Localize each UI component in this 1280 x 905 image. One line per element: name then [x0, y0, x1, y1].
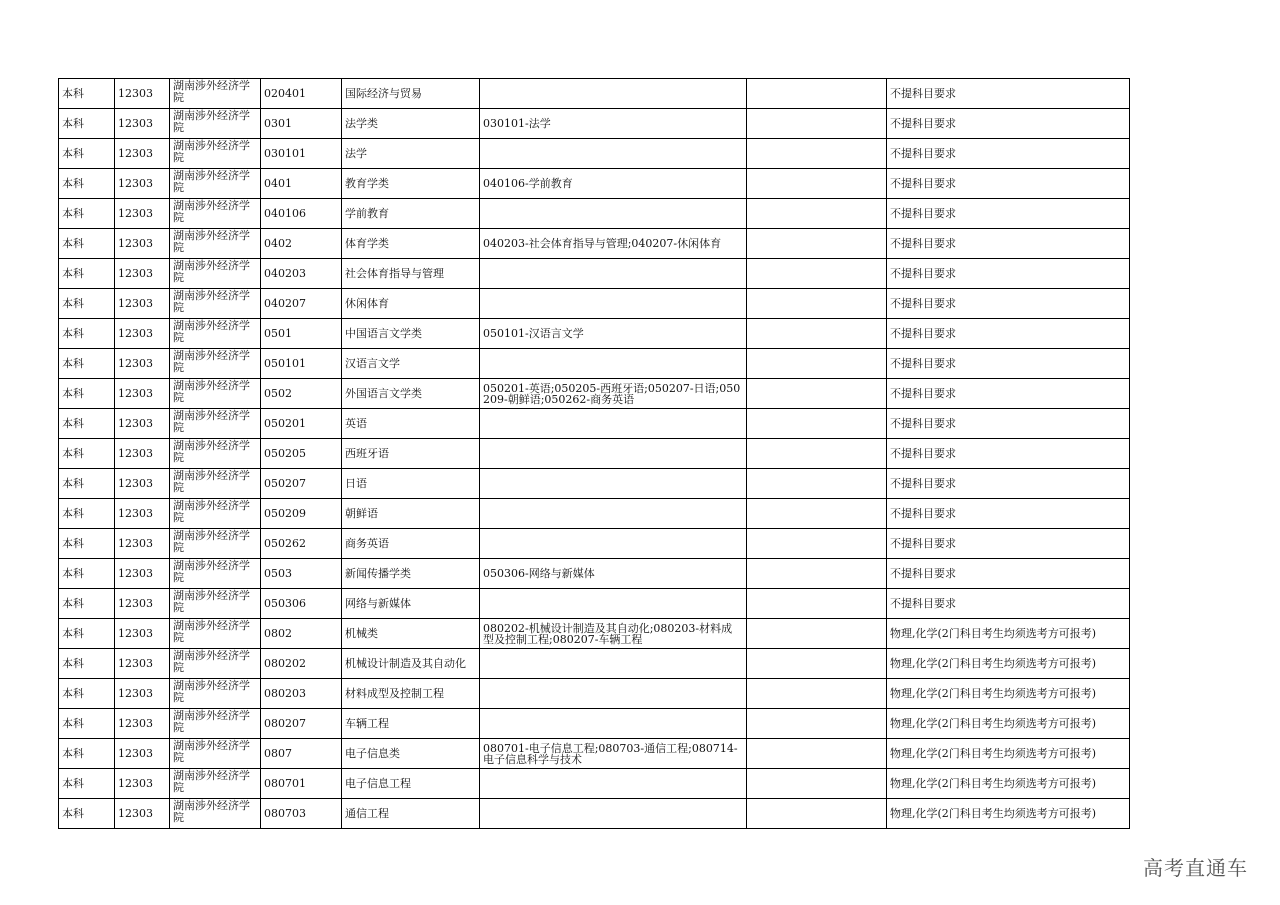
cell-school-code: 12303 [115, 319, 170, 349]
cell-subject-requirement: 不提科目要求 [887, 109, 1130, 139]
table-row [59, 289, 1130, 319]
cell-blank [747, 769, 887, 799]
cell-major-name: 体育学类 [342, 229, 480, 259]
cell-blank [747, 649, 887, 679]
table-row [59, 379, 1130, 409]
cell-major-code: 040203 [261, 259, 342, 289]
cell-school-code: 12303 [115, 709, 170, 739]
cell-major-code: 050101 [261, 349, 342, 379]
cell-blank [747, 169, 887, 199]
cell-major-code: 030101 [261, 139, 342, 169]
cell-level: 本科 [59, 769, 115, 799]
cell-included-majors [480, 769, 747, 799]
cell-subject-requirement: 不提科目要求 [887, 229, 1130, 259]
cell-subject-requirement: 不提科目要求 [887, 529, 1130, 559]
cell-blank [747, 259, 887, 289]
cell-subject-requirement: 不提科目要求 [887, 349, 1130, 379]
cell-blank [747, 679, 887, 709]
cell-level: 本科 [59, 619, 115, 649]
cell-school-name: 湖南涉外经济学院 [170, 769, 261, 799]
cell-subject-requirement: 不提科目要求 [887, 379, 1130, 409]
cell-major-name: 教育学类 [342, 169, 480, 199]
cell-included-majors [480, 589, 747, 619]
cell-major-name: 休闲体育 [342, 289, 480, 319]
cell-subject-requirement: 不提科目要求 [887, 199, 1130, 229]
cell-school-name: 湖南涉外经济学院 [170, 559, 261, 589]
table-row [59, 529, 1130, 559]
table-row [59, 499, 1130, 529]
cell-blank [747, 559, 887, 589]
cell-school-name: 湖南涉外经济学院 [170, 469, 261, 499]
table-row [59, 709, 1130, 739]
cell-blank [747, 619, 887, 649]
cell-school-name: 湖南涉外经济学院 [170, 139, 261, 169]
table-row [59, 349, 1130, 379]
cell-included-majors: 050201-英语;050205-西班牙语;050207-日语;050209-朝鲜语;050262-商务英语 [480, 379, 747, 409]
cell-subject-requirement: 物理,化学(2门科目考生均须选考方可报考) [887, 649, 1130, 679]
cell-blank [747, 709, 887, 739]
cell-school-code: 12303 [115, 259, 170, 289]
table-row [59, 319, 1130, 349]
cell-level: 本科 [59, 379, 115, 409]
cell-school-name: 湖南涉外经济学院 [170, 679, 261, 709]
cell-level: 本科 [59, 799, 115, 829]
cell-level: 本科 [59, 739, 115, 769]
cell-level: 本科 [59, 439, 115, 469]
cell-subject-requirement: 不提科目要求 [887, 469, 1130, 499]
cell-major-name: 材料成型及控制工程 [342, 679, 480, 709]
cell-subject-requirement: 物理,化学(2门科目考生均须选考方可报考) [887, 619, 1130, 649]
cell-subject-requirement: 物理,化学(2门科目考生均须选考方可报考) [887, 799, 1130, 829]
cell-level: 本科 [59, 169, 115, 199]
cell-major-name: 汉语言文学 [342, 349, 480, 379]
cell-included-majors [480, 709, 747, 739]
cell-school-name: 湖南涉外经济学院 [170, 199, 261, 229]
cell-subject-requirement: 不提科目要求 [887, 289, 1130, 319]
cell-major-code: 080202 [261, 649, 342, 679]
cell-level: 本科 [59, 259, 115, 289]
cell-included-majors: 080202-机械设计制造及其自动化;080203-材料成型及控制工程;080207-车辆工程 [480, 619, 747, 649]
table-body [59, 79, 1130, 829]
cell-major-code: 0301 [261, 109, 342, 139]
table-row [59, 589, 1130, 619]
cell-school-name: 湖南涉外经济学院 [170, 709, 261, 739]
cell-included-majors: 040203-社会体育指导与管理;040207-休闲体育 [480, 229, 747, 259]
cell-school-name: 湖南涉外经济学院 [170, 499, 261, 529]
cell-major-code: 0402 [261, 229, 342, 259]
cell-subject-requirement: 不提科目要求 [887, 319, 1130, 349]
cell-major-name: 外国语言文学类 [342, 379, 480, 409]
cell-major-name: 通信工程 [342, 799, 480, 829]
cell-blank [747, 229, 887, 259]
cell-major-name: 电子信息工程 [342, 769, 480, 799]
cell-major-code: 0501 [261, 319, 342, 349]
cell-level: 本科 [59, 709, 115, 739]
cell-major-code: 040106 [261, 199, 342, 229]
cell-included-majors [480, 469, 747, 499]
watermark-text: 高考直通车 [1143, 856, 1248, 880]
cell-school-code: 12303 [115, 589, 170, 619]
cell-blank [747, 799, 887, 829]
cell-blank [747, 199, 887, 229]
cell-included-majors [480, 349, 747, 379]
cell-major-code: 0807 [261, 739, 342, 769]
cell-blank [747, 289, 887, 319]
cell-school-name: 湖南涉外经济学院 [170, 739, 261, 769]
cell-blank [747, 739, 887, 769]
table-row [59, 679, 1130, 709]
cell-major-name: 车辆工程 [342, 709, 480, 739]
cell-level: 本科 [59, 559, 115, 589]
cell-level: 本科 [59, 649, 115, 679]
table-row [59, 799, 1130, 829]
table-row [59, 469, 1130, 499]
cell-major-name: 中国语言文学类 [342, 319, 480, 349]
cell-included-majors [480, 79, 747, 109]
cell-school-code: 12303 [115, 409, 170, 439]
cell-school-code: 12303 [115, 559, 170, 589]
cell-major-name: 社会体育指导与管理 [342, 259, 480, 289]
cell-subject-requirement: 不提科目要求 [887, 409, 1130, 439]
table-row [59, 559, 1130, 589]
cell-level: 本科 [59, 199, 115, 229]
cell-major-name: 法学类 [342, 109, 480, 139]
cell-level: 本科 [59, 499, 115, 529]
cell-school-code: 12303 [115, 649, 170, 679]
cell-level: 本科 [59, 679, 115, 709]
cell-subject-requirement: 物理,化学(2门科目考生均须选考方可报考) [887, 709, 1130, 739]
cell-school-name: 湖南涉外经济学院 [170, 409, 261, 439]
cell-school-name: 湖南涉外经济学院 [170, 589, 261, 619]
table-row [59, 109, 1130, 139]
table-row [59, 739, 1130, 769]
cell-major-code: 0802 [261, 619, 342, 649]
cell-included-majors: 050306-网络与新媒体 [480, 559, 747, 589]
table-row [59, 259, 1130, 289]
table-row [59, 199, 1130, 229]
cell-school-code: 12303 [115, 139, 170, 169]
cell-level: 本科 [59, 289, 115, 319]
cell-blank [747, 349, 887, 379]
cell-blank [747, 379, 887, 409]
cell-blank [747, 469, 887, 499]
cell-school-code: 12303 [115, 439, 170, 469]
cell-school-name: 湖南涉外经济学院 [170, 649, 261, 679]
cell-major-code: 0503 [261, 559, 342, 589]
cell-subject-requirement: 不提科目要求 [887, 559, 1130, 589]
cell-level: 本科 [59, 529, 115, 559]
cell-included-majors [480, 259, 747, 289]
cell-major-code: 050205 [261, 439, 342, 469]
cell-school-code: 12303 [115, 469, 170, 499]
cell-major-name: 英语 [342, 409, 480, 439]
cell-included-majors [480, 409, 747, 439]
cell-blank [747, 439, 887, 469]
cell-major-code: 080207 [261, 709, 342, 739]
cell-major-name: 日语 [342, 469, 480, 499]
cell-level: 本科 [59, 319, 115, 349]
cell-blank [747, 109, 887, 139]
cell-level: 本科 [59, 589, 115, 619]
table-row [59, 409, 1130, 439]
cell-included-majors [480, 529, 747, 559]
cell-blank [747, 409, 887, 439]
cell-blank [747, 499, 887, 529]
cell-school-name: 湖南涉外经济学院 [170, 319, 261, 349]
cell-major-code: 050262 [261, 529, 342, 559]
cell-subject-requirement: 物理,化学(2门科目考生均须选考方可报考) [887, 769, 1130, 799]
cell-school-code: 12303 [115, 679, 170, 709]
cell-major-name: 西班牙语 [342, 439, 480, 469]
cell-school-code: 12303 [115, 529, 170, 559]
table-row [59, 769, 1130, 799]
cell-major-code: 020401 [261, 79, 342, 109]
table-row [59, 649, 1130, 679]
cell-school-code: 12303 [115, 289, 170, 319]
table-row [59, 619, 1130, 649]
cell-school-name: 湖南涉外经济学院 [170, 259, 261, 289]
cell-major-name: 法学 [342, 139, 480, 169]
cell-major-name: 朝鲜语 [342, 499, 480, 529]
cell-major-code: 050201 [261, 409, 342, 439]
cell-level: 本科 [59, 139, 115, 169]
cell-major-code: 050209 [261, 499, 342, 529]
cell-major-code: 080703 [261, 799, 342, 829]
cell-subject-requirement: 物理,化学(2门科目考生均须选考方可报考) [887, 679, 1130, 709]
cell-subject-requirement: 不提科目要求 [887, 499, 1130, 529]
cell-blank [747, 319, 887, 349]
table-row [59, 169, 1130, 199]
cell-school-name: 湖南涉外经济学院 [170, 379, 261, 409]
cell-included-majors: 030101-法学 [480, 109, 747, 139]
cell-included-majors [480, 499, 747, 529]
cell-school-code: 12303 [115, 739, 170, 769]
cell-school-code: 12303 [115, 169, 170, 199]
cell-major-name: 机械设计制造及其自动化 [342, 649, 480, 679]
cell-subject-requirement: 不提科目要求 [887, 139, 1130, 169]
cell-level: 本科 [59, 229, 115, 259]
cell-school-name: 湖南涉外经济学院 [170, 109, 261, 139]
cell-included-majors [480, 649, 747, 679]
cell-included-majors [480, 139, 747, 169]
cell-subject-requirement: 不提科目要求 [887, 259, 1130, 289]
cell-level: 本科 [59, 109, 115, 139]
cell-included-majors [480, 679, 747, 709]
cell-included-majors [480, 199, 747, 229]
cell-level: 本科 [59, 469, 115, 499]
cell-school-name: 湖南涉外经济学院 [170, 289, 261, 319]
cell-school-code: 12303 [115, 619, 170, 649]
cell-school-code: 12303 [115, 499, 170, 529]
cell-level: 本科 [59, 349, 115, 379]
cell-school-code: 12303 [115, 349, 170, 379]
cell-school-code: 12303 [115, 109, 170, 139]
cell-included-majors [480, 439, 747, 469]
cell-level: 本科 [59, 409, 115, 439]
cell-major-name: 机械类 [342, 619, 480, 649]
table-row [59, 139, 1130, 169]
cell-blank [747, 139, 887, 169]
cell-school-name: 湖南涉外经济学院 [170, 799, 261, 829]
table-row [59, 79, 1130, 109]
cell-subject-requirement: 不提科目要求 [887, 79, 1130, 109]
cell-blank [747, 79, 887, 109]
cell-school-name: 湖南涉外经济学院 [170, 229, 261, 259]
cell-school-name: 湖南涉外经济学院 [170, 169, 261, 199]
cell-subject-requirement: 物理,化学(2门科目考生均须选考方可报考) [887, 739, 1130, 769]
cell-major-code: 050306 [261, 589, 342, 619]
cell-blank [747, 589, 887, 619]
cell-major-code: 080203 [261, 679, 342, 709]
cell-level: 本科 [59, 79, 115, 109]
cell-major-code: 050207 [261, 469, 342, 499]
cell-subject-requirement: 不提科目要求 [887, 589, 1130, 619]
cell-major-code: 080701 [261, 769, 342, 799]
cell-subject-requirement: 不提科目要求 [887, 439, 1130, 469]
cell-major-name: 商务英语 [342, 529, 480, 559]
cell-subject-requirement: 不提科目要求 [887, 169, 1130, 199]
cell-school-name: 湖南涉外经济学院 [170, 79, 261, 109]
cell-included-majors: 050101-汉语言文学 [480, 319, 747, 349]
cell-included-majors [480, 289, 747, 319]
cell-school-name: 湖南涉外经济学院 [170, 529, 261, 559]
majors-table [58, 78, 1130, 829]
cell-included-majors [480, 799, 747, 829]
cell-major-name: 国际经济与贸易 [342, 79, 480, 109]
cell-major-code: 0502 [261, 379, 342, 409]
cell-included-majors: 040106-学前教育 [480, 169, 747, 199]
cell-blank [747, 529, 887, 559]
cell-school-code: 12303 [115, 379, 170, 409]
cell-major-name: 学前教育 [342, 199, 480, 229]
cell-included-majors: 080701-电子信息工程;080703-通信工程;080714-电子信息科学与技术 [480, 739, 747, 769]
cell-major-code: 040207 [261, 289, 342, 319]
cell-school-code: 12303 [115, 79, 170, 109]
cell-school-code: 12303 [115, 769, 170, 799]
cell-school-name: 湖南涉外经济学院 [170, 349, 261, 379]
cell-school-code: 12303 [115, 199, 170, 229]
cell-major-name: 新闻传播学类 [342, 559, 480, 589]
table-row [59, 439, 1130, 469]
cell-major-code: 0401 [261, 169, 342, 199]
cell-school-name: 湖南涉外经济学院 [170, 619, 261, 649]
cell-school-name: 湖南涉外经济学院 [170, 439, 261, 469]
table-row [59, 229, 1130, 259]
cell-school-code: 12303 [115, 799, 170, 829]
cell-major-name: 电子信息类 [342, 739, 480, 769]
cell-school-code: 12303 [115, 229, 170, 259]
cell-major-name: 网络与新媒体 [342, 589, 480, 619]
